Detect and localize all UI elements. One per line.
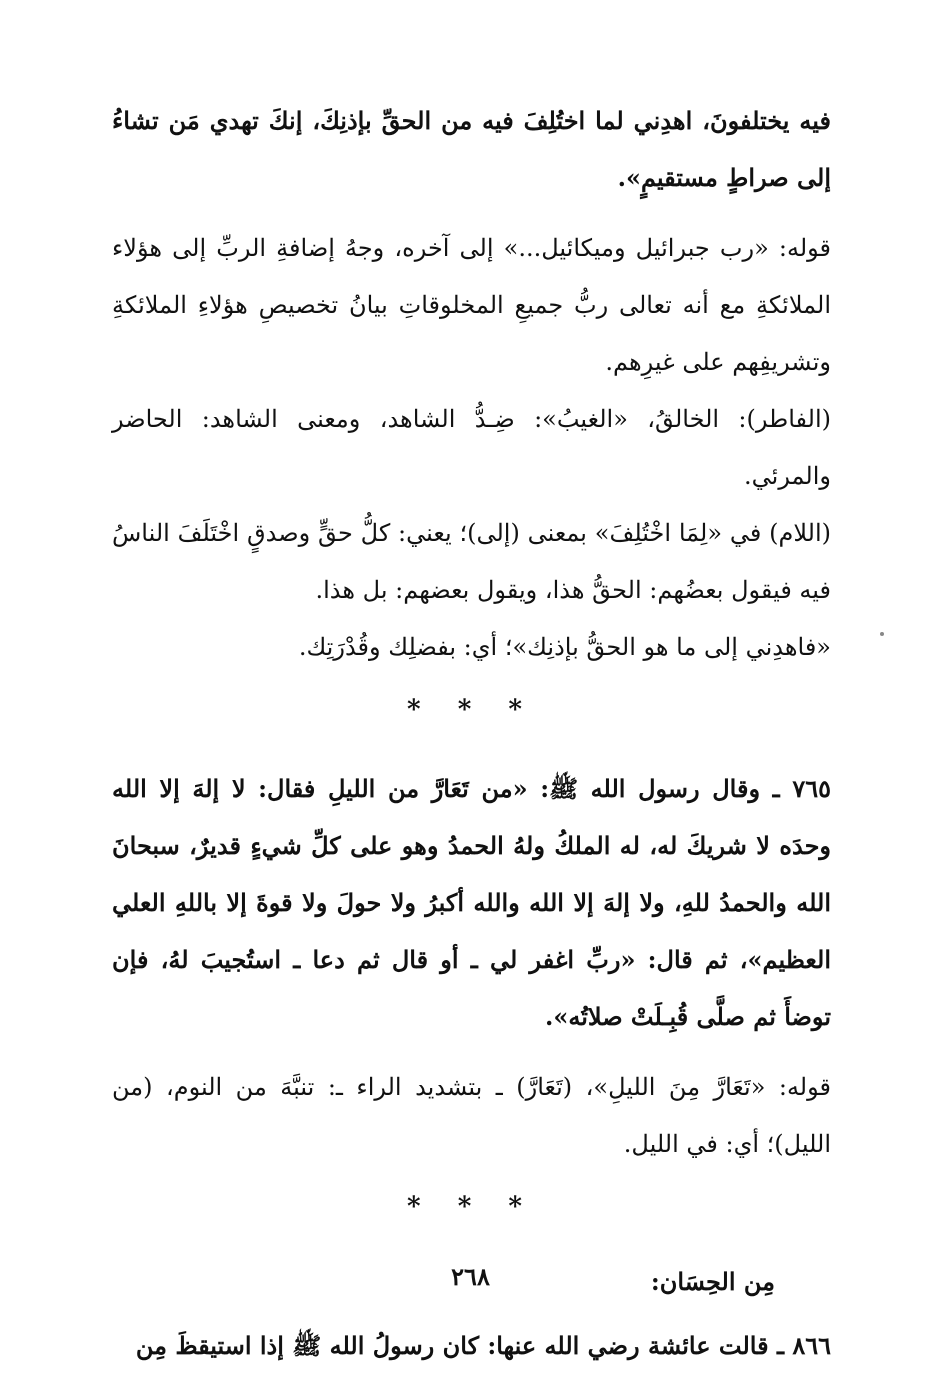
scan-speck <box>880 632 884 636</box>
separator-stars: * * * <box>407 695 536 725</box>
paragraph-continuation: فيه يختلفونَ، اهدِني لما اختُلِفَ فيه من الحقِّ بإذنِكَ، إنكَ تهدي مَن تشاءُ إلى صراطٍ مستقيمٍ». <box>112 106 831 192</box>
hadith-765-text: ٧٦٥ ـ وقال رسول الله ﷺ: «من تَعَارَّ من الليلِ فقال: لا إلهَ إلا الله وحدَه لا شريكَ له، له الملكُ ولهُ الحمدُ وهو على كلِّ شيءٍ قديرٌ، سبحانَ الله والحمدُ للهِ، ولا إلهَ إلا الله والله أكبرُ ولا حولَ ولا قوةَ إلا باللهِ العلي العظيم»، ثم قال: «ربِّ اغفر لي ـ أو قال ثم دعا ـ استُجيبَ لهُ، فإن توضأَ ثم صلَّى قُبِـلَتْ صلاتُه». <box>112 774 831 1031</box>
paragraph-commentary-ihdini: «فاهدِني إلى ما هو الحقُّ بإذنِك»؛ أي: بفضلِك وقُدْرَتِك. <box>298 633 831 661</box>
spacer <box>112 206 831 220</box>
spacer <box>112 1045 831 1059</box>
paragraph-commentary-fatir: (الفاطر): الخالقُ، «الغيبُ»: ضِـدُّ الشاهد، ومعنى الشاهد: الحاضر والمرئي. <box>112 405 831 490</box>
paragraph-commentary-lam: (اللام) في «لِمَا اخْتُلِفَ» بمعنى (إلى)؛ يعني: كلُّ حقٍّ وصدقٍ اخْتَلَفَ الناسُ فيه فيقول بعضُهم: الحقُّ هذا، ويقول بعضهم: بل هذا. <box>112 519 832 604</box>
separator-stars-2: * * * <box>407 1192 536 1222</box>
hadith-866-text: ٨٦٦ ـ قالت عائشة رضي الله عنها: كان رسولُ الله ﷺ إذا استيقظَ مِن <box>135 1331 831 1360</box>
page-number: ٢٦٨ <box>451 1262 490 1291</box>
section-heading: مِن الحِسَان: <box>650 1267 775 1296</box>
hadith-765-commentary: قوله: «تَعَارَّ مِنَ الليلِ»، (تَعَارَّ) ـ بتشديد الراء ـ: تنبَّهَ من النوم، (من الليل)؛ أي: في الليل. <box>112 1073 831 1158</box>
paragraph-commentary-rabb: قوله: «رب جبرائيل وميكائيل...» إلى آخره، وجهُ إضافةِ الربِّ إلى هؤلاء الملائكةِ مع أنه تعالى ربُّ جميعِ المخلوقاتِ بيانُ تخصيصِ هؤلاءِ الملائكةِ وتشريفِهم على غيرِهم. <box>112 234 832 376</box>
